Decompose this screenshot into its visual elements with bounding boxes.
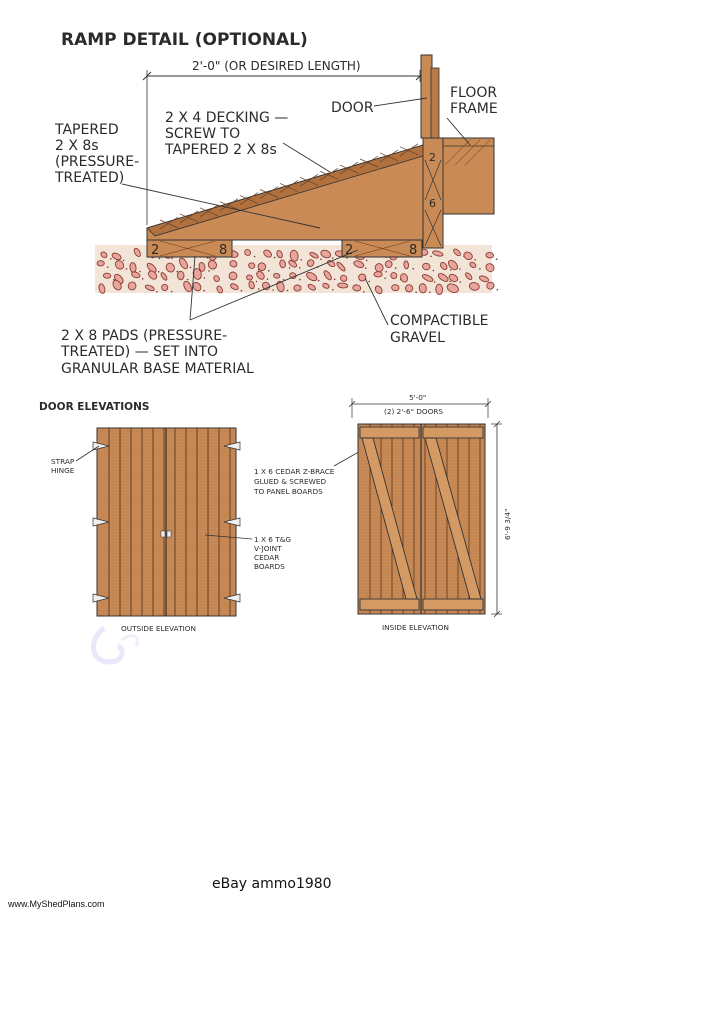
gravel-dot: [177, 271, 179, 273]
brace-top: [360, 427, 419, 438]
gravel-dot: [274, 257, 276, 259]
gravel-stone: [403, 261, 409, 270]
tapered-label-2: 2 X 8s: [55, 138, 99, 154]
z-brace-label-2: GLUED & SCREWED: [254, 477, 327, 486]
gravel-dot: [460, 281, 462, 283]
gravel-dot: [123, 260, 125, 262]
gravel-dot: [334, 279, 336, 281]
pad-mark-4: 8: [409, 243, 418, 258]
frame-mark-6: 6: [429, 197, 436, 210]
gravel-dot: [429, 292, 431, 294]
gravel-stone: [177, 271, 184, 280]
gravel-dot: [412, 268, 414, 270]
strap-hinge-label-2: HINGE: [51, 466, 75, 475]
pads-label-1: 2 X 8 PADS (PRESSURE-: [61, 328, 228, 344]
gravel-dot: [318, 280, 320, 282]
gravel-stone: [358, 273, 366, 281]
hinge-leader: [76, 446, 99, 461]
brace-bottom: [423, 599, 483, 610]
gravel-dot: [299, 267, 301, 269]
gravel-dot: [415, 292, 417, 294]
doors-label: (2) 2'-6" DOORS: [384, 407, 444, 416]
gravel-dot: [289, 267, 291, 269]
decking-label-1: 2 X 4 DECKING —: [165, 110, 289, 126]
door-latch: [167, 531, 171, 537]
inside-elevation: [358, 424, 485, 614]
gravel-dot: [204, 277, 206, 279]
gravel-dot: [474, 259, 476, 261]
door-post: [421, 55, 432, 138]
gravel-dot: [450, 269, 452, 271]
pad-mark-3: 2: [345, 243, 354, 258]
gravel-dot: [366, 260, 368, 262]
pad-mark-1: 2: [151, 243, 160, 258]
gravel-dot: [267, 279, 269, 281]
pads-label-2: TREATED) — SET INTO: [61, 344, 219, 360]
gravel-dot: [449, 281, 451, 283]
tapered-label-1: TAPERED: [55, 122, 119, 138]
door-title: DOOR ELEVATIONS: [39, 401, 150, 413]
gravel-dot: [320, 258, 322, 260]
inside-label: INSIDE ELEVATION: [382, 623, 449, 632]
gravel-dot: [258, 288, 260, 290]
gravel-stone: [391, 284, 399, 291]
gravel-dot: [107, 267, 109, 269]
length-label: 2'-0" (OR DESIRED LENGTH): [192, 59, 361, 73]
gravel-dot: [332, 257, 334, 259]
gravel-stone: [128, 282, 136, 290]
gravel-dot: [171, 291, 173, 293]
gravel-dot: [384, 278, 386, 280]
gravel-dot: [385, 271, 387, 273]
gravel-dot: [497, 289, 499, 291]
gravel-label-2: GRAVEL: [390, 330, 445, 346]
gravel-dot: [496, 258, 498, 260]
gravel-dot: [332, 289, 334, 291]
boards-label-4: BOARDS: [254, 562, 285, 571]
gravel-dot: [365, 267, 367, 269]
outside-label: OUTSIDE ELEVATION: [121, 624, 196, 633]
brace-top: [423, 427, 483, 438]
ramp-title: RAMP DETAIL (OPTIONAL): [61, 30, 308, 50]
gravel-dot: [126, 268, 128, 270]
tapered-label-3: (PRESSURE-: [55, 154, 140, 170]
gravel-stone: [103, 273, 111, 279]
faint-watermark: [93, 628, 137, 662]
gravel-dot: [256, 281, 258, 283]
gravel-dot: [158, 271, 160, 273]
strap-hinge-label-1: STRAP: [51, 457, 75, 466]
z-brace-label-1: 1 X 6 CEDAR Z-BRACE: [254, 467, 335, 476]
ramp-body: [147, 144, 423, 240]
z-brace-label-3: TO PANEL BOARDS: [254, 487, 323, 496]
gravel-dot: [187, 279, 189, 281]
gravel-dot: [430, 255, 432, 257]
gravel-dot: [459, 268, 461, 270]
gravel-dot: [203, 290, 205, 292]
gravel-dot: [208, 270, 210, 272]
gravel-stone: [486, 252, 494, 258]
gravel-dot: [110, 258, 112, 260]
gravel-dot: [433, 270, 435, 272]
gravel-label-1: COMPACTIBLE: [390, 313, 489, 329]
gravel-dot: [254, 256, 256, 258]
frame-mark-2: 2: [429, 151, 436, 164]
gravel-stone: [436, 284, 443, 295]
gravel-dot: [300, 259, 302, 261]
gravel-dot: [434, 281, 436, 283]
gravel-dot: [479, 268, 481, 270]
ebay-caption: eBay ammo1980: [212, 876, 332, 892]
door-latch: [161, 531, 165, 537]
floor-frame: [423, 138, 494, 248]
gravel-dot: [268, 270, 270, 272]
gravel-dot: [241, 290, 243, 292]
floor-frame-label-1: FLOOR: [450, 85, 498, 101]
gravel-dot: [395, 267, 397, 269]
outside-elevation: [93, 428, 240, 616]
gravel-dot: [299, 279, 301, 281]
gravel-stone: [97, 261, 104, 267]
width-dimension: [349, 393, 491, 418]
door-edge: [431, 68, 439, 138]
gravel-stone: [352, 284, 361, 291]
boards-label-2: V-JOINT: [254, 544, 282, 553]
gravel-stone: [374, 272, 382, 277]
boards-label-1: 1 X 6 T&G: [254, 535, 292, 544]
gravel-dot: [156, 291, 158, 293]
gravel-dot: [272, 289, 274, 291]
door-label: DOOR: [331, 100, 374, 116]
pad-mark-2: 8: [219, 243, 228, 258]
height-dimension: [491, 421, 512, 617]
tapered-label-4: TREATED): [55, 170, 125, 186]
boards-label-3: CEDAR: [254, 553, 280, 562]
decking-label-3: TAPERED 2 X 8s: [165, 142, 277, 158]
pads-label-3: GRANULAR BASE MATERIAL: [61, 361, 254, 377]
gravel-dot: [142, 278, 144, 280]
decking-label-2: SCREW TO: [165, 126, 241, 142]
gravel-dot: [190, 267, 192, 269]
gravel-dot: [171, 257, 173, 259]
gravel-dot: [368, 281, 370, 283]
floor-frame-label-2: FRAME: [450, 101, 498, 117]
gravel-stone: [294, 285, 301, 291]
gravel-stone: [246, 274, 253, 280]
gravel-dot: [287, 290, 289, 292]
gravel-dot: [139, 271, 141, 273]
brace-bottom: [360, 599, 419, 610]
height-label: 6'-9 3/4": [503, 508, 512, 540]
gravel-dot: [363, 291, 365, 293]
width-label: 5'-0": [409, 393, 427, 402]
site-caption: www.MyShedPlans.com: [8, 899, 105, 909]
